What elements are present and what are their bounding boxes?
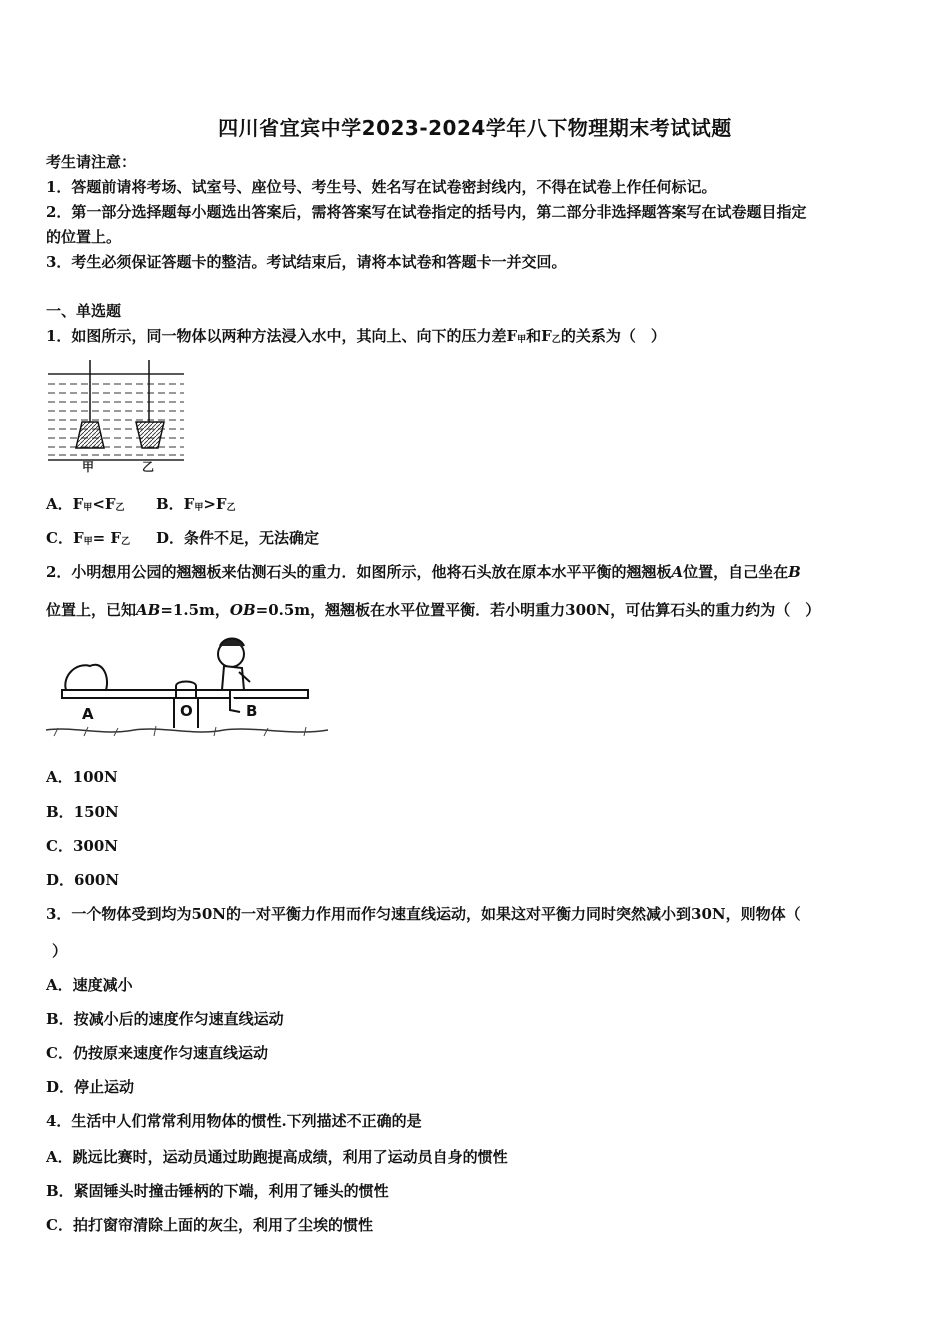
notice-heading: 考生请注意： [46, 153, 137, 171]
q4-option-b: B．紧固锤头时撞击锤柄的下端，利用了锤头的惯性 [46, 1182, 389, 1200]
q1-option-d: D．条件不足，无法确定 [156, 529, 320, 547]
q2-seesaw-figure [44, 632, 334, 744]
q2-fig-label-a: A [82, 705, 94, 723]
q4-stem: 4．生活中人们常常利用物体的惯性.下列描述不正确的是 [46, 1112, 422, 1130]
q4-option-a: A．跳远比赛时，运动员通过助跑提高成绩，利用了运动员自身的惯性 [46, 1148, 508, 1166]
q1-option-a: A．F甲<F乙 [46, 495, 125, 513]
q1-figure [44, 360, 189, 475]
boy-figure [218, 639, 250, 713]
q1-option-c: C．F甲= F乙 [46, 529, 131, 547]
q3-option-b: B．按减小后的速度作匀速直线运动 [46, 1010, 284, 1028]
notice-item-2-cont: 的位置上。 [46, 228, 122, 246]
q3-stem-line2: ） [52, 942, 68, 960]
q2-option-b: B．150N [46, 803, 119, 821]
q3-option-a: A．速度减小 [46, 976, 133, 994]
seesaw-board [62, 690, 308, 698]
page-title: 四川省宜宾中学2023-2024学年八下物理期末考试试题 [218, 116, 732, 140]
q2-stem-line2: 位置上，已知AB=1.5m，OB=0.5m，翘翘板在水平位置平衡．若小明重力300N，可估算石头的重力约为（ ） [46, 601, 821, 619]
q2-fig-label-o: O [180, 702, 193, 720]
q1-option-b: B．F甲>F乙 [156, 495, 236, 513]
q2-option-a: A．100N [46, 768, 118, 786]
notice-item-3: 3．考生必须保证答题卡的整洁。考试结束后，请将本试卷和答题卡一并交回。 [46, 253, 567, 271]
q3-stem-line1: 3．一个物体受到均为50N的一对平衡力作用而作匀速直线运动，如果这对平衡力同时突然减小到30N，则物体（ [46, 905, 801, 923]
q3-option-c: C．仍按原来速度作匀速直线运动 [46, 1044, 268, 1062]
q2-fig-label-b: B [246, 702, 258, 720]
q2-option-d: D．600N [46, 871, 120, 889]
q2-stem-line1: 2．小明想用公园的翘翘板来估测石头的重力．如图所示，他将石头放在原本水平平衡的翘翘板A位置，自己坐在B [46, 563, 801, 581]
q4-option-c: C．拍打窗帘清除上面的灰尘，利用了尘埃的惯性 [46, 1216, 373, 1234]
stone-shape [65, 665, 107, 690]
q1-fig-label-left: 甲 [82, 460, 95, 474]
q1-stem: 1．如图所示，同一物体以两种方法浸入水中，其向上、向下的压力差F甲和F乙的关系为（ ） [46, 327, 666, 345]
notice-item-2: 2．第一部分选择题每小题选出答案后，需将答案写在试卷指定的括号内，第二部分非选择题答案写在试卷题目指定 [46, 203, 807, 221]
q3-option-d: D．停止运动 [46, 1078, 135, 1096]
notice-item-1: 1．答题前请将考场、试室号、座位号、考生号、姓名写在试卷密封线内，不得在试卷上作任何标记。 [46, 178, 717, 196]
q1-fig-label-right: 乙 [142, 460, 155, 474]
q2-option-c: C．300N [46, 837, 118, 855]
section-heading: 一、单选题 [46, 302, 122, 320]
